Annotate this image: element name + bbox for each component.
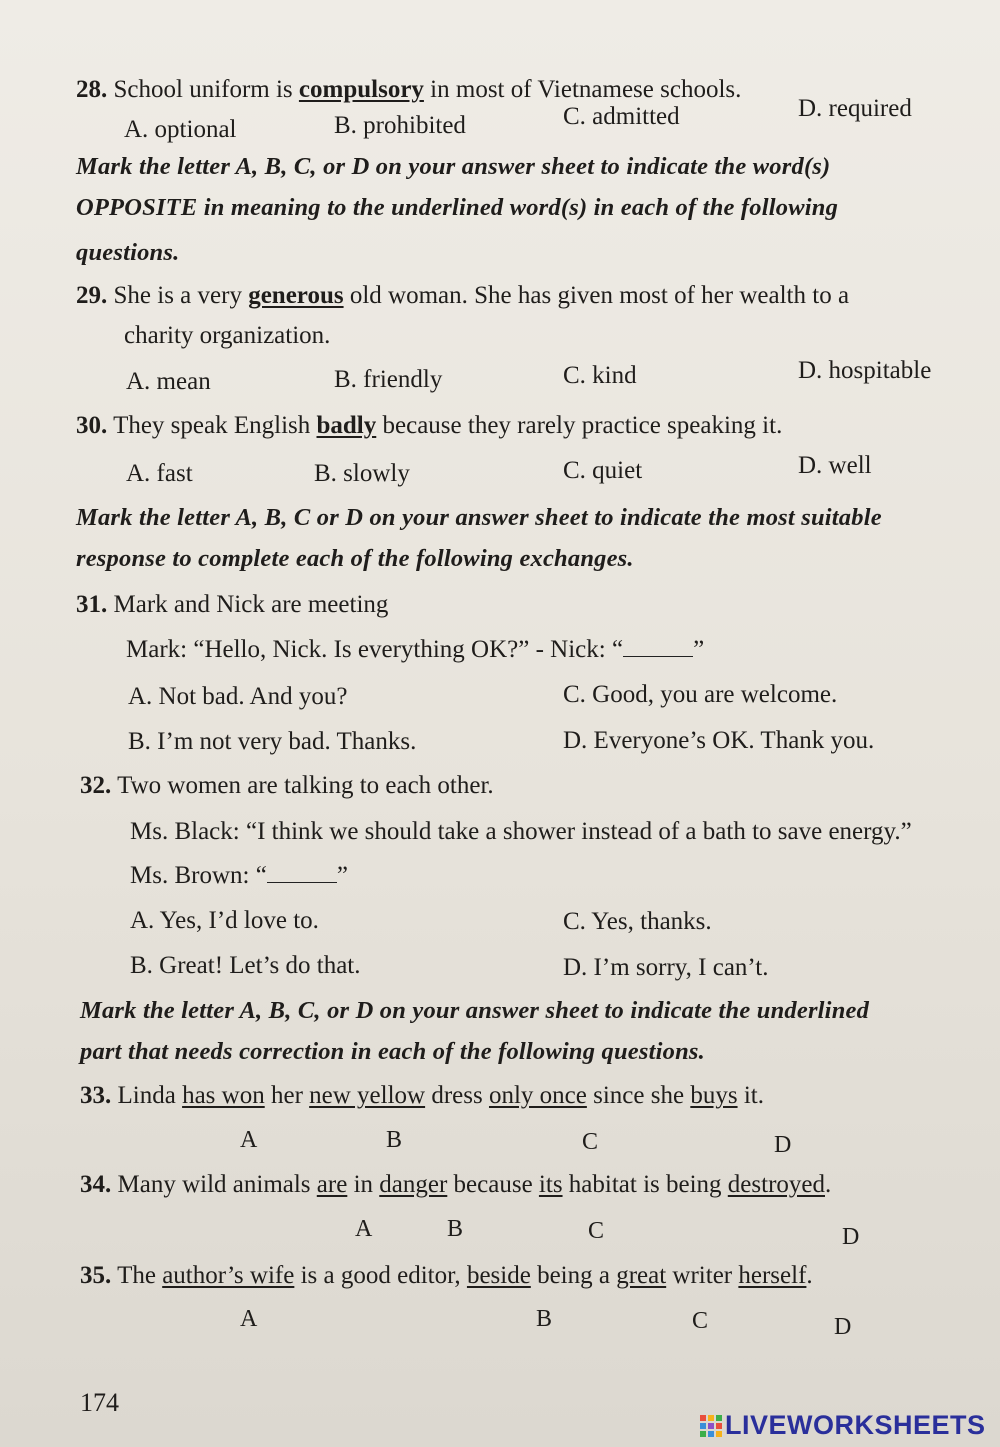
stem-text: because they rarely practice speaking it.: [376, 412, 783, 439]
option-b[interactable]: B: [447, 1216, 464, 1242]
logo-text: LIVEWORKSHEETS: [725, 1410, 986, 1440]
stem-text: dress: [425, 1082, 489, 1109]
underlined-part-b: beside: [466, 1262, 531, 1289]
stem-text: writer: [666, 1262, 739, 1289]
stem-text: Linda: [117, 1082, 183, 1109]
question-28-stem: [76, 76, 741, 104]
underlined-part-b: danger: [379, 1171, 448, 1198]
dialogue-text: Ms. Brown: “: [130, 862, 267, 889]
dialogue-text: ”: [693, 636, 705, 663]
option-c[interactable]: C. Good, you are welcome.: [563, 681, 838, 708]
option-d[interactable]: D: [774, 1132, 792, 1158]
question-number: 32.: [80, 772, 112, 799]
stem-text: it.: [737, 1082, 764, 1109]
underlined-word: generous: [248, 282, 344, 309]
stem-text: in most of Vietnamese schools.: [423, 76, 742, 103]
dialogue-text: ”: [336, 862, 348, 889]
option-a[interactable]: A. Yes, I’d love to.: [130, 907, 319, 934]
question-32-stem: [80, 772, 494, 800]
stem-text: .: [806, 1262, 813, 1289]
question-number: 28.: [76, 76, 108, 103]
question-number: 31.: [76, 591, 108, 618]
option-b[interactable]: B. prohibited: [334, 112, 466, 139]
stem-text: old woman. She has given most of her wealth to a: [343, 282, 850, 309]
underlined-part-b: new yellow: [309, 1082, 426, 1109]
question-30-stem: [76, 412, 782, 440]
option-b[interactable]: B: [386, 1127, 403, 1153]
instruction-response-line2: response to complete each of the following exchanges.: [76, 545, 634, 572]
question-number: 33.: [80, 1082, 112, 1109]
question-number: 30.: [76, 412, 108, 439]
underlined-part-c: only once: [488, 1082, 587, 1109]
instruction-opposite-line3: questions.: [76, 239, 180, 266]
liveworksheets-logo: [700, 1410, 986, 1441]
question-35-stem: [80, 1262, 813, 1290]
underlined-part-a: author’s wife: [162, 1262, 295, 1289]
option-b[interactable]: B. slowly: [314, 460, 410, 487]
stem-text: She is a very: [113, 282, 249, 309]
option-b[interactable]: B. Great! Let’s do that.: [130, 952, 361, 979]
option-a[interactable]: A: [240, 1306, 258, 1332]
stem-text: because: [447, 1171, 539, 1198]
option-d[interactable]: D. hospitable: [798, 357, 932, 384]
underlined-word: badly: [316, 412, 377, 439]
instruction-response-line1: Mark the letter A, B, C or D on your answer sheet to indicate the most suitable: [76, 504, 882, 531]
underlined-part-a: are: [316, 1171, 348, 1198]
page-number: 174: [80, 1388, 119, 1417]
option-b[interactable]: B. friendly: [334, 366, 443, 393]
underlined-part-a: has won: [182, 1082, 265, 1109]
option-c[interactable]: C. kind: [563, 362, 637, 389]
option-d[interactable]: D. Everyone’s OK. Thank you.: [563, 727, 875, 754]
option-d[interactable]: D: [834, 1314, 852, 1340]
option-c[interactable]: C. Yes, thanks.: [563, 908, 712, 935]
liveworksheets-icon: [700, 1415, 722, 1437]
stem-text: School uniform is: [113, 76, 299, 103]
option-a[interactable]: A: [240, 1127, 258, 1153]
option-c[interactable]: C. quiet: [563, 457, 643, 484]
option-a[interactable]: A. optional: [124, 116, 237, 143]
question-number: 35.: [80, 1262, 112, 1289]
option-c[interactable]: C: [588, 1218, 605, 1244]
answer-blank[interactable]: [267, 864, 337, 883]
option-c[interactable]: C: [692, 1308, 709, 1334]
option-b[interactable]: B. I’m not very bad. Thanks.: [128, 728, 417, 755]
stem-text: Many wild animals: [117, 1171, 317, 1198]
option-d[interactable]: D. I’m sorry, I can’t.: [563, 954, 769, 981]
underlined-part-c: its: [538, 1171, 563, 1198]
underlined-part-d: herself: [738, 1262, 807, 1289]
stem-text: The: [117, 1262, 163, 1289]
instruction-correction-line2: part that needs correction in each of the following questions.: [80, 1038, 705, 1065]
stem-text: .: [825, 1171, 832, 1198]
option-a[interactable]: A. Not bad. And you?: [128, 683, 348, 710]
stem-text: habitat is being: [562, 1171, 728, 1198]
option-c[interactable]: C: [582, 1129, 599, 1155]
instruction-correction-line1: Mark the letter A, B, C, or D on your answer sheet to indicate the underlined: [80, 997, 870, 1024]
stem-text: being a: [530, 1262, 617, 1289]
stem-text: is a good editor,: [294, 1262, 467, 1289]
underlined-word: compulsory: [298, 76, 424, 103]
option-a[interactable]: A: [355, 1216, 373, 1242]
question-number: 29.: [76, 282, 108, 309]
stem-text: They speak English: [113, 412, 317, 439]
question-32-dialogue-brown: [130, 862, 348, 890]
question-31-dialogue: [126, 636, 704, 664]
question-31-stem: [76, 591, 388, 619]
option-a[interactable]: A. fast: [126, 460, 193, 487]
option-b[interactable]: B: [536, 1306, 553, 1332]
question-32-dialogue-black: Ms. Black: “I think we should take a shower instead of a bath to save energy.”: [130, 818, 912, 845]
stem-text: Mark and Nick are meeting: [113, 591, 389, 618]
question-29-line2: charity organization.: [124, 322, 331, 349]
question-33-stem: [80, 1082, 764, 1110]
stem-text: her: [264, 1082, 310, 1109]
option-d[interactable]: D. well: [798, 452, 872, 479]
option-d[interactable]: D: [842, 1224, 860, 1250]
option-d[interactable]: D. required: [798, 95, 912, 122]
underlined-part-d: buys: [690, 1082, 738, 1109]
instruction-opposite-line1: Mark the letter A, B, C, or D on your answer sheet to indicate the word(s): [76, 153, 831, 180]
stem-text: since she: [586, 1082, 691, 1109]
instruction-opposite-line2: OPPOSITE in meaning to the underlined word(s) in each of the following: [76, 194, 839, 221]
underlined-part-d: destroyed: [727, 1171, 825, 1198]
option-a[interactable]: A. mean: [126, 368, 211, 395]
dialogue-text: Mark: “Hello, Nick. Is everything OK?” - Nick: “: [126, 636, 624, 663]
answer-blank[interactable]: [623, 638, 693, 657]
question-number: 34.: [80, 1171, 112, 1198]
underlined-part-c: great: [616, 1262, 667, 1289]
stem-text: Two women are talking to each other.: [117, 772, 494, 799]
question-34-stem: [80, 1171, 831, 1199]
stem-text: in: [347, 1171, 380, 1198]
question-29-stem: [76, 282, 849, 310]
option-c[interactable]: C. admitted: [563, 103, 680, 130]
